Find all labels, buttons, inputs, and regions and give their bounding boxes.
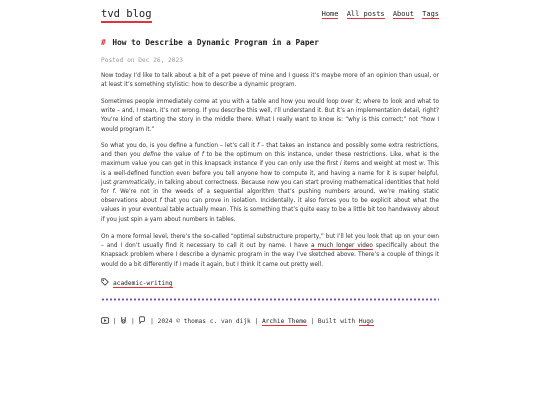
nav-about[interactable]: About (392, 10, 414, 18)
github-icon[interactable] (120, 316, 127, 326)
paragraph-1: Now today I’d like to talk about a bit of a pet peeve of mine and I guess it’s maybe more of an opinion than usual, or at least it’s something stylistic: how to describe a dynamic program. (101, 73, 439, 89)
post-title-text: How to Describe a Dynamic Program in a Paper (112, 38, 319, 47)
nav-tags[interactable]: Tags (422, 10, 439, 18)
footer-separator: | (310, 318, 315, 325)
emphasis-define: define (143, 152, 161, 159)
mastodon-icon[interactable] (138, 316, 146, 326)
p3-text: , in talking about correctness. Because now you can start proving mathematical identities that hold for (101, 179, 440, 196)
title-hash: # (101, 38, 106, 47)
p4-text: specifically about the Knapsack problem where I describe a dynamic program in the way I’ve sketched above. There’s a couple of things it would do a bit differently if I made it again, but I think it came out pretty well. (101, 243, 439, 268)
site-title-link[interactable]: tvd blog (101, 8, 152, 23)
copyright-text: 2024 © thomas c. van dijk (157, 318, 251, 325)
math-f: f (257, 143, 260, 149)
nav-home[interactable]: Home (321, 10, 339, 18)
post-date: Posted on Dec 26, 2023 (101, 57, 183, 64)
video-link[interactable]: a much longer video (311, 243, 373, 250)
tag-icon (101, 278, 109, 288)
paragraph-4 (101, 233, 439, 270)
p4-text: On a more formal level, there’s the so-called “optimal substructure property,” but I’ll let you look that up on your own – and I don’t usually find it necessary to call it out by name. I have (101, 234, 439, 250)
footer-separator: | (150, 318, 154, 325)
math-f: f (159, 198, 162, 205)
p3-text: . We’re not in the weeds of a sequential algorithm that’s pushing numbers around, we’re making static observations about (101, 189, 439, 205)
footer-separator: | (112, 318, 117, 325)
p3-text: that you can prove in isolation. Incidentally, it also forces you to be explicit about what the values in your eventual table actually mean. This is something that’s quite easy to be a little bit too handwavey about if you just spin a yarn about numbers in tables. (101, 198, 439, 223)
math-f: f (112, 189, 115, 196)
p3-text: – that takes an instance and possibly some extra restrictions, and then you (101, 143, 439, 159)
archie-theme-link[interactable]: Archie Theme (261, 318, 307, 325)
footer-separator: | (254, 318, 259, 325)
tag-row (101, 278, 173, 288)
hugo-link[interactable]: Hugo (358, 318, 374, 325)
paragraph-2: Sometimes people immediately come at you with a table and how you would loop over it; where to look and what to write – and, I mean, it’s not wrong. If you describe this well, I’ll understand it. But it’s an implementation detail, right? You’re kind of starting the story in the middle there. What I really want to know is: “why is this correct;” not “how I would program it.” (101, 99, 439, 133)
p3-text: items and weight at most (341, 161, 419, 168)
p3-text: So what you do, is you define a function – let’s call it (101, 143, 258, 149)
tag-academic-writing[interactable]: academic-writing (113, 280, 173, 287)
built-with-text: Built with (317, 318, 356, 325)
site-footer (101, 316, 374, 326)
footer-separator: | (130, 318, 135, 325)
math-i: i (339, 161, 342, 168)
math-w: w (418, 161, 424, 168)
p3-text: . This is a well-defined function even before you tell anyone how to compute it, and having a name for it is super helpful, just (101, 161, 439, 186)
post-title (101, 38, 319, 47)
main-nav (318, 10, 439, 19)
nav-all-posts[interactable]: All posts (346, 10, 385, 18)
footer-divider (101, 298, 439, 301)
math-f: f (201, 152, 204, 159)
site-header (101, 8, 439, 26)
p3-text: the value of (160, 152, 202, 159)
youtube-icon[interactable] (101, 317, 109, 326)
p3-text: to be the optimum on this instance, under these restrictions. Like, what is the maximum value you can get in this knapsack instance if you can only use the first (101, 152, 439, 168)
paragraph-3 (101, 142, 439, 225)
emphasis-grammatically: grammatically (113, 179, 155, 186)
